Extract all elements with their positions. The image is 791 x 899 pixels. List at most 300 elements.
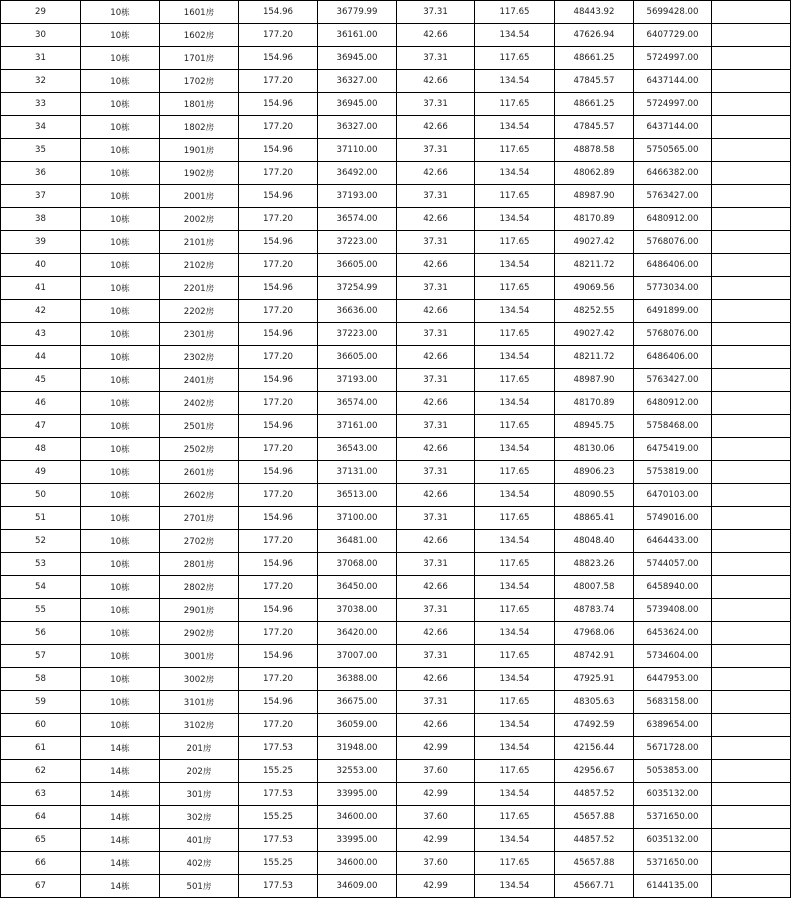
cell-row-number: 49 bbox=[1, 461, 81, 484]
cell-value-a: 37.31 bbox=[397, 507, 475, 530]
cell-value-c: 47492.59 bbox=[555, 714, 634, 737]
cell-building: 14栋 bbox=[81, 852, 160, 875]
cell-total-price: 6035132.00 bbox=[634, 783, 712, 806]
cell-value-b: 134.54 bbox=[475, 737, 555, 760]
cell-value-a: 37.31 bbox=[397, 415, 475, 438]
cell-value-b: 134.54 bbox=[475, 668, 555, 691]
table-row bbox=[1, 231, 791, 254]
cell-value-b: 134.54 bbox=[475, 783, 555, 806]
cell-unit: 2002房 bbox=[160, 208, 239, 231]
cell-value-b: 134.54 bbox=[475, 622, 555, 645]
cell-building: 10栋 bbox=[81, 415, 160, 438]
cell-unit: 501房 bbox=[160, 875, 239, 898]
cell-unit-price: 37100.00 bbox=[318, 507, 397, 530]
cell-building: 10栋 bbox=[81, 70, 160, 93]
cell-unit-price: 37007.00 bbox=[318, 645, 397, 668]
cell-remark bbox=[712, 737, 791, 760]
cell-value-a: 37.31 bbox=[397, 645, 475, 668]
cell-value-c: 44857.52 bbox=[555, 783, 634, 806]
cell-value-a: 37.60 bbox=[397, 852, 475, 875]
cell-value-c: 44857.52 bbox=[555, 829, 634, 852]
cell-unit: 2901房 bbox=[160, 599, 239, 622]
cell-value-a: 42.99 bbox=[397, 829, 475, 852]
cell-unit-price: 37038.00 bbox=[318, 599, 397, 622]
cell-area: 154.96 bbox=[239, 599, 318, 622]
cell-row-number: 40 bbox=[1, 254, 81, 277]
cell-value-c: 48661.25 bbox=[555, 93, 634, 116]
cell-value-c: 47925.91 bbox=[555, 668, 634, 691]
cell-unit: 1602房 bbox=[160, 24, 239, 47]
cell-value-b: 117.65 bbox=[475, 507, 555, 530]
cell-unit-price: 36605.00 bbox=[318, 346, 397, 369]
table-row bbox=[1, 668, 791, 691]
cell-building: 10栋 bbox=[81, 277, 160, 300]
cell-unit: 1802房 bbox=[160, 116, 239, 139]
cell-row-number: 41 bbox=[1, 277, 81, 300]
cell-value-b: 117.65 bbox=[475, 415, 555, 438]
cell-building: 10栋 bbox=[81, 507, 160, 530]
cell-row-number: 29 bbox=[1, 1, 81, 24]
table-row bbox=[1, 415, 791, 438]
cell-total-price: 6453624.00 bbox=[634, 622, 712, 645]
cell-total-price: 5734604.00 bbox=[634, 645, 712, 668]
cell-value-b: 117.65 bbox=[475, 461, 555, 484]
cell-value-a: 37.60 bbox=[397, 806, 475, 829]
cell-remark bbox=[712, 806, 791, 829]
cell-building: 10栋 bbox=[81, 162, 160, 185]
cell-value-b: 117.65 bbox=[475, 1, 555, 24]
cell-area: 154.96 bbox=[239, 553, 318, 576]
cell-value-c: 45657.88 bbox=[555, 852, 634, 875]
table-row bbox=[1, 852, 791, 875]
cell-value-c: 48945.75 bbox=[555, 415, 634, 438]
cell-unit: 1901房 bbox=[160, 139, 239, 162]
cell-building: 10栋 bbox=[81, 668, 160, 691]
cell-building: 10栋 bbox=[81, 714, 160, 737]
cell-area: 154.96 bbox=[239, 461, 318, 484]
cell-value-a: 37.31 bbox=[397, 1, 475, 24]
cell-building: 10栋 bbox=[81, 47, 160, 70]
cell-building: 10栋 bbox=[81, 323, 160, 346]
cell-area: 177.20 bbox=[239, 208, 318, 231]
cell-unit: 401房 bbox=[160, 829, 239, 852]
cell-remark bbox=[712, 323, 791, 346]
cell-remark bbox=[712, 162, 791, 185]
cell-unit-price: 36161.00 bbox=[318, 24, 397, 47]
cell-row-number: 52 bbox=[1, 530, 81, 553]
cell-unit: 2902房 bbox=[160, 622, 239, 645]
cell-remark bbox=[712, 507, 791, 530]
cell-unit-price: 36450.00 bbox=[318, 576, 397, 599]
cell-building: 10栋 bbox=[81, 392, 160, 415]
cell-unit: 2101房 bbox=[160, 231, 239, 254]
cell-remark bbox=[712, 369, 791, 392]
cell-unit-price: 36481.00 bbox=[318, 530, 397, 553]
table-row bbox=[1, 323, 791, 346]
cell-building: 10栋 bbox=[81, 369, 160, 392]
cell-remark bbox=[712, 300, 791, 323]
cell-total-price: 6389654.00 bbox=[634, 714, 712, 737]
table-row bbox=[1, 576, 791, 599]
cell-unit-price: 36513.00 bbox=[318, 484, 397, 507]
cell-total-price: 5724997.00 bbox=[634, 93, 712, 116]
cell-total-price: 6480912.00 bbox=[634, 392, 712, 415]
cell-row-number: 44 bbox=[1, 346, 81, 369]
cell-value-c: 49027.42 bbox=[555, 231, 634, 254]
cell-total-price: 6458940.00 bbox=[634, 576, 712, 599]
cell-total-price: 5758468.00 bbox=[634, 415, 712, 438]
cell-unit-price: 36420.00 bbox=[318, 622, 397, 645]
cell-area: 177.20 bbox=[239, 530, 318, 553]
table-row bbox=[1, 300, 791, 323]
cell-area: 177.53 bbox=[239, 875, 318, 898]
cell-value-a: 37.31 bbox=[397, 323, 475, 346]
cell-value-c: 48823.26 bbox=[555, 553, 634, 576]
cell-remark bbox=[712, 484, 791, 507]
cell-value-b: 117.65 bbox=[475, 93, 555, 116]
cell-building: 10栋 bbox=[81, 461, 160, 484]
cell-total-price: 6464433.00 bbox=[634, 530, 712, 553]
cell-remark bbox=[712, 415, 791, 438]
cell-total-price: 5739408.00 bbox=[634, 599, 712, 622]
cell-unit-price: 37254.99 bbox=[318, 277, 397, 300]
cell-row-number: 63 bbox=[1, 783, 81, 806]
cell-value-b: 134.54 bbox=[475, 116, 555, 139]
cell-remark bbox=[712, 392, 791, 415]
cell-value-c: 48211.72 bbox=[555, 346, 634, 369]
cell-row-number: 54 bbox=[1, 576, 81, 599]
cell-value-a: 42.66 bbox=[397, 392, 475, 415]
cell-row-number: 31 bbox=[1, 47, 81, 70]
cell-value-a: 42.66 bbox=[397, 530, 475, 553]
cell-area: 177.20 bbox=[239, 346, 318, 369]
cell-unit-price: 36636.00 bbox=[318, 300, 397, 323]
cell-building: 10栋 bbox=[81, 1, 160, 24]
cell-row-number: 59 bbox=[1, 691, 81, 714]
cell-row-number: 39 bbox=[1, 231, 81, 254]
cell-remark bbox=[712, 185, 791, 208]
cell-row-number: 64 bbox=[1, 806, 81, 829]
cell-building: 10栋 bbox=[81, 208, 160, 231]
cell-remark bbox=[712, 668, 791, 691]
cell-value-c: 48048.40 bbox=[555, 530, 634, 553]
cell-total-price: 5671728.00 bbox=[634, 737, 712, 760]
cell-value-c: 48742.91 bbox=[555, 645, 634, 668]
cell-area: 177.20 bbox=[239, 622, 318, 645]
cell-building: 10栋 bbox=[81, 116, 160, 139]
cell-row-number: 50 bbox=[1, 484, 81, 507]
cell-remark bbox=[712, 576, 791, 599]
cell-unit-price: 37193.00 bbox=[318, 185, 397, 208]
cell-remark bbox=[712, 760, 791, 783]
cell-area: 154.96 bbox=[239, 323, 318, 346]
cell-value-c: 48170.89 bbox=[555, 208, 634, 231]
table-row bbox=[1, 645, 791, 668]
cell-remark bbox=[712, 231, 791, 254]
table-row bbox=[1, 622, 791, 645]
cell-area: 177.20 bbox=[239, 24, 318, 47]
table-row bbox=[1, 1, 791, 24]
cell-row-number: 48 bbox=[1, 438, 81, 461]
cell-building: 14栋 bbox=[81, 760, 160, 783]
table-row bbox=[1, 737, 791, 760]
cell-unit-price: 36543.00 bbox=[318, 438, 397, 461]
cell-building: 14栋 bbox=[81, 737, 160, 760]
cell-value-a: 42.66 bbox=[397, 484, 475, 507]
cell-total-price: 5773034.00 bbox=[634, 277, 712, 300]
table-row bbox=[1, 599, 791, 622]
cell-value-b: 134.54 bbox=[475, 392, 555, 415]
cell-value-b: 134.54 bbox=[475, 714, 555, 737]
cell-value-a: 37.31 bbox=[397, 47, 475, 70]
cell-row-number: 35 bbox=[1, 139, 81, 162]
cell-building: 10栋 bbox=[81, 599, 160, 622]
cell-unit-price: 37131.00 bbox=[318, 461, 397, 484]
cell-total-price: 6486406.00 bbox=[634, 254, 712, 277]
cell-building: 10栋 bbox=[81, 645, 160, 668]
cell-total-price: 5683158.00 bbox=[634, 691, 712, 714]
cell-area: 155.25 bbox=[239, 760, 318, 783]
cell-value-c: 42956.67 bbox=[555, 760, 634, 783]
cell-row-number: 47 bbox=[1, 415, 81, 438]
cell-area: 154.96 bbox=[239, 507, 318, 530]
cell-remark bbox=[712, 645, 791, 668]
cell-unit: 2801房 bbox=[160, 553, 239, 576]
cell-value-c: 45667.71 bbox=[555, 875, 634, 898]
cell-building: 10栋 bbox=[81, 576, 160, 599]
table-row bbox=[1, 714, 791, 737]
table-row bbox=[1, 829, 791, 852]
cell-total-price: 5749016.00 bbox=[634, 507, 712, 530]
cell-row-number: 57 bbox=[1, 645, 81, 668]
cell-value-b: 117.65 bbox=[475, 645, 555, 668]
cell-value-a: 42.66 bbox=[397, 24, 475, 47]
cell-remark bbox=[712, 346, 791, 369]
table-row bbox=[1, 783, 791, 806]
cell-area: 177.20 bbox=[239, 484, 318, 507]
cell-unit-price: 34600.00 bbox=[318, 806, 397, 829]
table-row bbox=[1, 691, 791, 714]
cell-value-a: 42.66 bbox=[397, 208, 475, 231]
cell-area: 154.96 bbox=[239, 369, 318, 392]
cell-area: 177.53 bbox=[239, 829, 318, 852]
cell-unit: 1701房 bbox=[160, 47, 239, 70]
table-row bbox=[1, 139, 791, 162]
cell-remark bbox=[712, 714, 791, 737]
cell-area: 154.96 bbox=[239, 1, 318, 24]
cell-value-a: 37.31 bbox=[397, 461, 475, 484]
cell-row-number: 46 bbox=[1, 392, 81, 415]
cell-remark bbox=[712, 254, 791, 277]
cell-unit: 2402房 bbox=[160, 392, 239, 415]
cell-value-a: 42.99 bbox=[397, 875, 475, 898]
table-row bbox=[1, 24, 791, 47]
cell-area: 177.20 bbox=[239, 162, 318, 185]
cell-remark bbox=[712, 1, 791, 24]
cell-unit-price: 31948.00 bbox=[318, 737, 397, 760]
cell-unit-price: 37223.00 bbox=[318, 231, 397, 254]
cell-total-price: 6466382.00 bbox=[634, 162, 712, 185]
cell-value-c: 48443.92 bbox=[555, 1, 634, 24]
cell-unit: 1801房 bbox=[160, 93, 239, 116]
cell-value-b: 134.54 bbox=[475, 70, 555, 93]
table-row bbox=[1, 346, 791, 369]
cell-remark bbox=[712, 461, 791, 484]
cell-unit: 2602房 bbox=[160, 484, 239, 507]
cell-area: 155.25 bbox=[239, 852, 318, 875]
cell-remark bbox=[712, 553, 791, 576]
cell-total-price: 6437144.00 bbox=[634, 116, 712, 139]
cell-value-b: 117.65 bbox=[475, 185, 555, 208]
cell-unit: 2501房 bbox=[160, 415, 239, 438]
cell-remark bbox=[712, 47, 791, 70]
cell-unit-price: 36945.00 bbox=[318, 93, 397, 116]
cell-unit: 1601房 bbox=[160, 1, 239, 24]
cell-unit: 3101房 bbox=[160, 691, 239, 714]
cell-unit-price: 36492.00 bbox=[318, 162, 397, 185]
cell-building: 10栋 bbox=[81, 254, 160, 277]
cell-remark bbox=[712, 93, 791, 116]
cell-value-c: 48211.72 bbox=[555, 254, 634, 277]
cell-value-b: 117.65 bbox=[475, 599, 555, 622]
cell-value-b: 117.65 bbox=[475, 139, 555, 162]
cell-area: 154.96 bbox=[239, 93, 318, 116]
cell-value-c: 48661.25 bbox=[555, 47, 634, 70]
cell-building: 14栋 bbox=[81, 783, 160, 806]
cell-unit-price: 36327.00 bbox=[318, 116, 397, 139]
cell-value-c: 42156.44 bbox=[555, 737, 634, 760]
cell-building: 10栋 bbox=[81, 300, 160, 323]
cell-value-b: 117.65 bbox=[475, 231, 555, 254]
cell-value-c: 48007.58 bbox=[555, 576, 634, 599]
cell-unit: 2301房 bbox=[160, 323, 239, 346]
cell-row-number: 62 bbox=[1, 760, 81, 783]
cell-unit-price: 36945.00 bbox=[318, 47, 397, 70]
cell-area: 177.20 bbox=[239, 254, 318, 277]
cell-remark bbox=[712, 875, 791, 898]
cell-total-price: 6437144.00 bbox=[634, 70, 712, 93]
table-row bbox=[1, 116, 791, 139]
cell-unit-price: 36574.00 bbox=[318, 392, 397, 415]
cell-row-number: 42 bbox=[1, 300, 81, 323]
cell-value-b: 134.54 bbox=[475, 208, 555, 231]
cell-value-a: 37.31 bbox=[397, 553, 475, 576]
cell-area: 154.96 bbox=[239, 47, 318, 70]
cell-building: 10栋 bbox=[81, 691, 160, 714]
cell-value-c: 49069.56 bbox=[555, 277, 634, 300]
table-row bbox=[1, 760, 791, 783]
cell-building: 10栋 bbox=[81, 185, 160, 208]
table-row bbox=[1, 70, 791, 93]
cell-value-a: 37.31 bbox=[397, 231, 475, 254]
cell-building: 10栋 bbox=[81, 231, 160, 254]
cell-value-c: 48878.58 bbox=[555, 139, 634, 162]
cell-total-price: 6144135.00 bbox=[634, 875, 712, 898]
table-row bbox=[1, 484, 791, 507]
cell-unit: 302房 bbox=[160, 806, 239, 829]
cell-value-c: 47845.57 bbox=[555, 116, 634, 139]
table-row bbox=[1, 392, 791, 415]
cell-unit: 3102房 bbox=[160, 714, 239, 737]
cell-unit: 1702房 bbox=[160, 70, 239, 93]
cell-building: 10栋 bbox=[81, 139, 160, 162]
cell-area: 177.20 bbox=[239, 392, 318, 415]
cell-value-c: 48783.74 bbox=[555, 599, 634, 622]
table-row bbox=[1, 93, 791, 116]
cell-building: 10栋 bbox=[81, 553, 160, 576]
cell-unit-price: 34609.00 bbox=[318, 875, 397, 898]
cell-remark bbox=[712, 24, 791, 47]
cell-value-a: 42.66 bbox=[397, 70, 475, 93]
cell-unit: 1902房 bbox=[160, 162, 239, 185]
cell-value-c: 48130.06 bbox=[555, 438, 634, 461]
cell-area: 154.96 bbox=[239, 139, 318, 162]
cell-building: 10栋 bbox=[81, 24, 160, 47]
cell-remark bbox=[712, 70, 791, 93]
cell-value-b: 134.54 bbox=[475, 254, 555, 277]
cell-unit: 2201房 bbox=[160, 277, 239, 300]
cell-total-price: 6491899.00 bbox=[634, 300, 712, 323]
cell-total-price: 5768076.00 bbox=[634, 323, 712, 346]
cell-unit: 2601房 bbox=[160, 461, 239, 484]
cell-value-a: 37.60 bbox=[397, 760, 475, 783]
cell-unit-price: 36574.00 bbox=[318, 208, 397, 231]
cell-value-b: 134.54 bbox=[475, 346, 555, 369]
cell-remark bbox=[712, 208, 791, 231]
table-row bbox=[1, 369, 791, 392]
cell-row-number: 55 bbox=[1, 599, 81, 622]
cell-row-number: 53 bbox=[1, 553, 81, 576]
table-row bbox=[1, 806, 791, 829]
cell-total-price: 5750565.00 bbox=[634, 139, 712, 162]
cell-value-b: 134.54 bbox=[475, 576, 555, 599]
cell-unit: 2302房 bbox=[160, 346, 239, 369]
cell-unit: 2702房 bbox=[160, 530, 239, 553]
cell-area: 177.20 bbox=[239, 576, 318, 599]
cell-area: 155.25 bbox=[239, 806, 318, 829]
cell-value-a: 37.31 bbox=[397, 369, 475, 392]
table-row bbox=[1, 530, 791, 553]
cell-building: 10栋 bbox=[81, 622, 160, 645]
cell-area: 177.20 bbox=[239, 116, 318, 139]
cell-unit: 3002房 bbox=[160, 668, 239, 691]
cell-row-number: 38 bbox=[1, 208, 81, 231]
cell-value-b: 134.54 bbox=[475, 530, 555, 553]
cell-value-c: 48906.23 bbox=[555, 461, 634, 484]
table-row bbox=[1, 208, 791, 231]
cell-value-a: 42.66 bbox=[397, 254, 475, 277]
cell-total-price: 5371650.00 bbox=[634, 852, 712, 875]
cell-total-price: 5763427.00 bbox=[634, 185, 712, 208]
cell-area: 177.20 bbox=[239, 438, 318, 461]
cell-unit: 2102房 bbox=[160, 254, 239, 277]
cell-remark bbox=[712, 622, 791, 645]
cell-value-c: 48987.90 bbox=[555, 369, 634, 392]
cell-total-price: 5371650.00 bbox=[634, 806, 712, 829]
cell-value-a: 42.99 bbox=[397, 737, 475, 760]
cell-value-b: 134.54 bbox=[475, 300, 555, 323]
cell-value-a: 37.31 bbox=[397, 599, 475, 622]
cell-value-a: 37.31 bbox=[397, 277, 475, 300]
cell-area: 154.96 bbox=[239, 277, 318, 300]
table-row bbox=[1, 461, 791, 484]
cell-total-price: 5724997.00 bbox=[634, 47, 712, 70]
cell-unit-price: 37110.00 bbox=[318, 139, 397, 162]
table-row bbox=[1, 162, 791, 185]
cell-total-price: 5753819.00 bbox=[634, 461, 712, 484]
cell-row-number: 34 bbox=[1, 116, 81, 139]
cell-total-price: 5763427.00 bbox=[634, 369, 712, 392]
